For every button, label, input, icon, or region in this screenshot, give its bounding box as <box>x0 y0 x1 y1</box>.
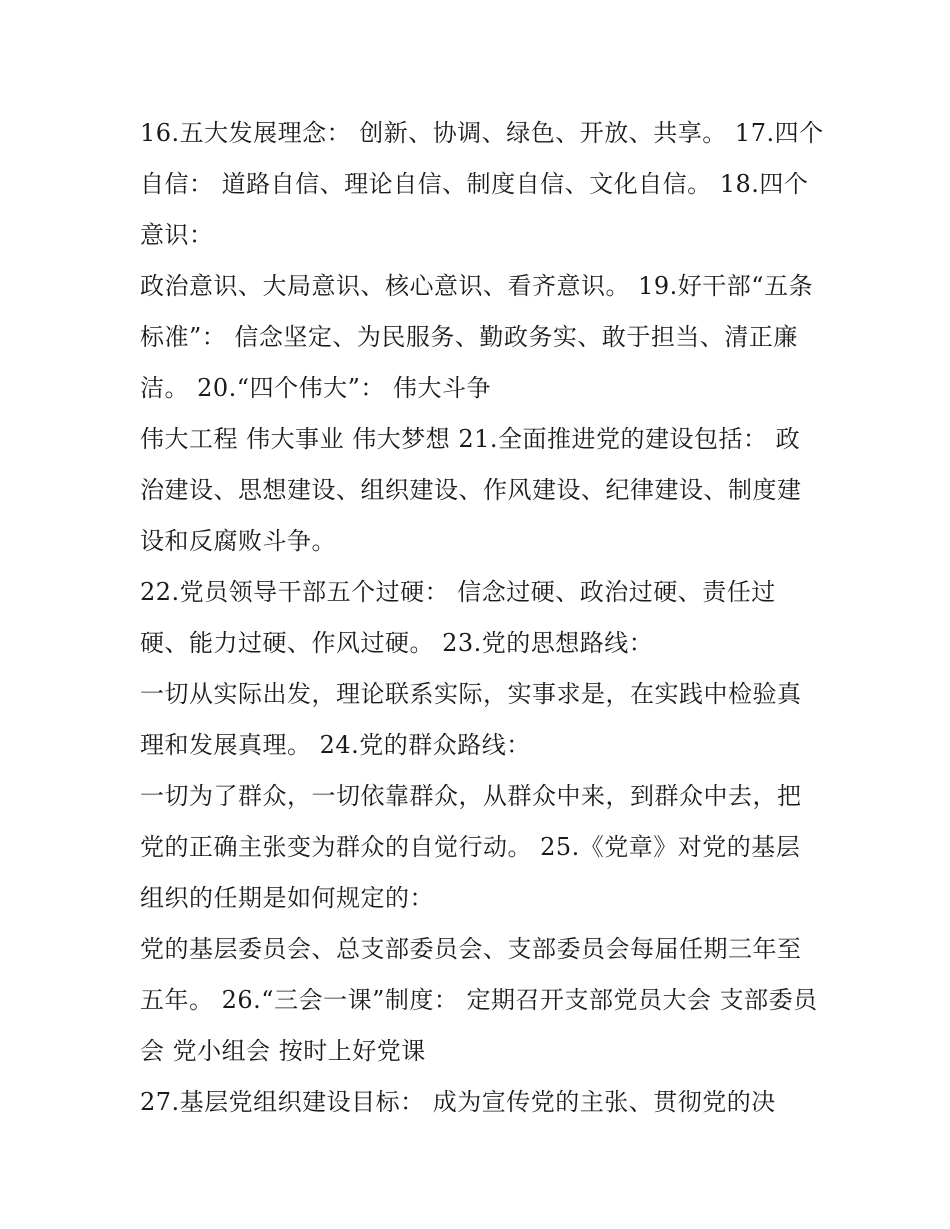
text-line: 党的正确主张变为群众的自觉行动。 25.《党章》对党的基层 <box>140 833 801 861</box>
text-line: 标准”： 信念坚定、为民服务、勤政务实、敢于担当、清正廉 <box>140 323 798 351</box>
text-line: 16.五大发展理念： 创新、协调、绿色、开放、共享。 17.四个 <box>140 119 824 147</box>
text-line: 一切从实际出发，理论联系实际，实事求是，在实践中检验真 <box>140 680 802 708</box>
text-line: 设和反腐败斗争。 <box>140 527 336 555</box>
text-line: 一切为了群众，一切依靠群众，从群众中来，到群众中去，把 <box>140 782 802 810</box>
text-line: 组织的任期是如何规定的： <box>140 884 434 912</box>
text-line: 洁。 20.“四个伟大”： 伟大斗争 <box>140 374 491 402</box>
text-line: 会 党小组会 按时上好党课 <box>140 1037 426 1065</box>
body-text <box>140 108 830 1128</box>
text-line: 27.基层党组织建设目标： 成为宣传党的主张、贯彻党的决 <box>140 1088 776 1116</box>
text-line: 伟大工程 伟大事业 伟大梦想 21.全面推进党的建设包括： 政 <box>140 425 801 453</box>
text-line: 党的基层委员会、总支部委员会、支部委员会每届任期三年至 <box>140 935 802 963</box>
text-line: 硬、能力过硬、作风过硬。 23.党的思想路线： <box>140 629 654 657</box>
text-line: 政治意识、大局意识、核心意识、看齐意识。 19.好干部“五条 <box>140 272 814 300</box>
text-line: 意识： <box>140 221 214 249</box>
text-line: 理和发展真理。 24.党的群众路线： <box>140 731 531 759</box>
text-line: 五年。 26.“三会一课”制度： 定期召开支部党员大会 支部委员 <box>140 986 818 1014</box>
text-line: 治建设、思想建设、组织建设、作风建设、纪律建设、制度建 <box>140 476 802 504</box>
text-line: 22.党员领导干部五个过硬： 信念过硬、政治过硬、责任过 <box>140 578 776 606</box>
text-line: 自信： 道路自信、理论自信、制度自信、文化自信。 18.四个 <box>140 170 809 198</box>
